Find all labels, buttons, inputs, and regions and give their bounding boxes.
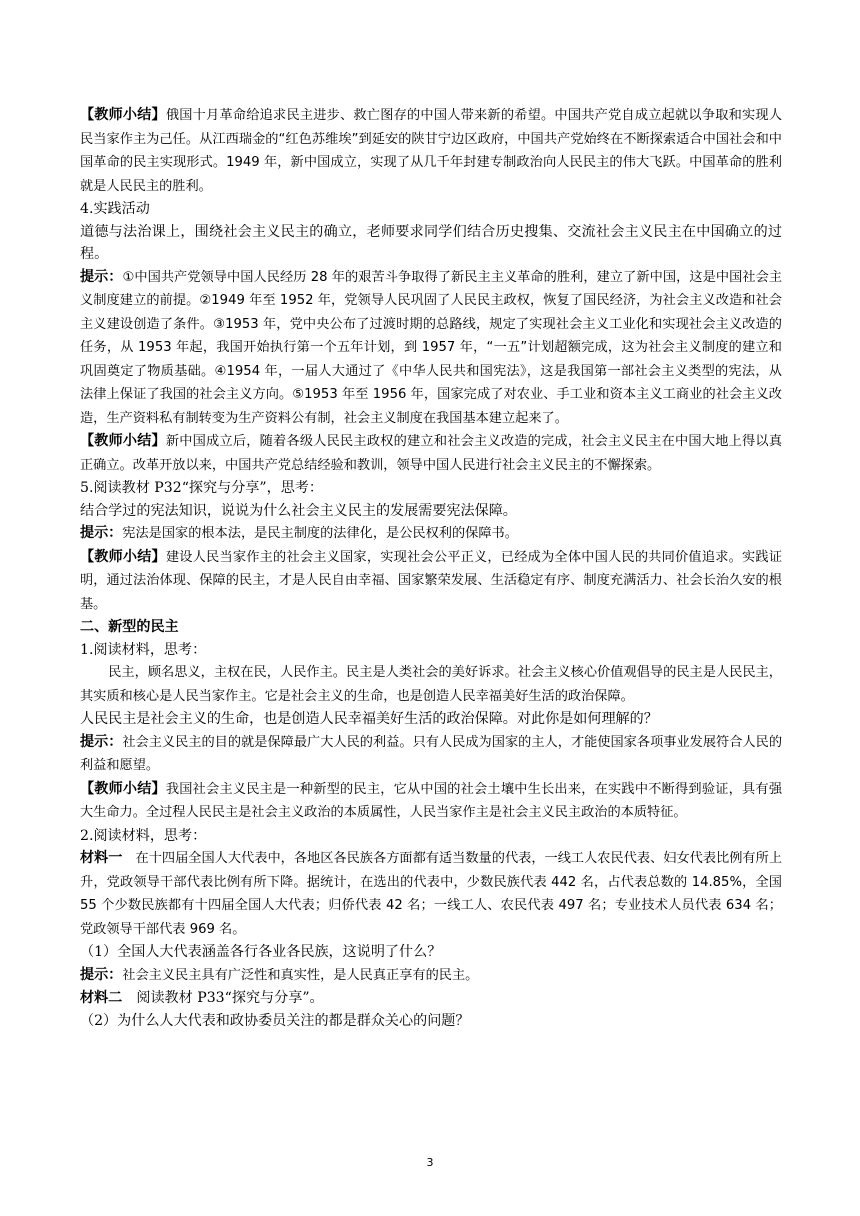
paragraph — [80, 522, 782, 546]
paragraph — [80, 661, 782, 708]
paragraph-lead: 二、新型的民主 — [80, 619, 179, 635]
paragraph-text: 2.阅读材料，思考： — [80, 827, 207, 844]
paragraph-lead: 【教师小结】 — [80, 107, 166, 123]
paragraph-lead: 提示： — [80, 966, 123, 983]
paragraph-text: 阅读教材 P33“探究与分享”。 — [122, 990, 324, 1006]
paragraph — [80, 964, 782, 988]
paragraph-lead: 材料一 — [80, 850, 123, 866]
paragraph — [80, 616, 782, 639]
paragraph-text: ①中国共产党领导中国人民经历 28 年的艰苦斗争取得了新民主主义革命的胜利，建立了新中国，这是中国社会主义制度建立的前提。②1949 年至 1952 年，党领导人民巩固了人民民主政权，恢复了国民经济，为社会主义改造和社会主义建设创造了条件。③1953 年，党中央公布了过渡时期的总路线，规定了实现社会主义工业化和实现社会主义改造的任务，从 1953 年起，我国开始执行第一个五年计划，到 1957 年，“一五”计划超额完成，这为社会主义制度的建立和巩固奠定了物质基础。④1954 年，一届人大通过了《中华人民共和国宪法》，这是我国第一部社会主义类型的宪法，从法律上保证了我国的社会主义方向。⑤1953 年至 1956 年，国家完成了对农业、手工业和资本主义工商业的社会主义改造，生产资料私有制转变为生产资料公有制，社会主义制度在我国基本建立起来了。 — [80, 269, 783, 426]
page-number: 3 — [426, 1156, 434, 1169]
paragraph — [80, 266, 782, 431]
paragraph — [80, 221, 782, 266]
paragraph — [80, 941, 782, 964]
paragraph-lead: 提示： — [80, 733, 123, 750]
paragraph-text: 新中国成立后，随着各级人民民主政权的建立和社会主义改造的完成，社会主义民主在中国大地上得以真正确立。改革开放以来，中国共产党总结经验和教训，领导中国人民进行社会主义民主的不懈探索。 — [80, 434, 783, 473]
paragraph-text: 结合学过的宪法知识，说说为什么社会主义民主的发展需要宪法保障。 — [80, 502, 517, 519]
paragraph-text: 在十四届全国人大代表中，各地区各民族各方面都有适当数量的代表，一线工人农民代表、妇女代表比例有所上升，党政领导干部代表比例有所下降。据统计，在选出的代表中，少数民族代表 442 名，占代表总数的 14.85%，全国 55 个少数民族都有十四届全国人大代表；归侨代表 42 名；一线工人、农民代表 497 名；专业技术人员代表 634 名；党政领导干部代表 969 名。 — [80, 851, 783, 937]
paragraph — [80, 825, 782, 848]
paragraph-text: 道德与法治课上，围绕社会主义民主的确立，老师要求同学们结合历史搜集、交流社会主义民主在中国确立的过程。 — [80, 223, 782, 262]
paragraph-lead: 【教师小结】 — [80, 780, 166, 797]
paragraph — [80, 731, 782, 778]
paragraph-lead: 提示： — [80, 268, 123, 285]
paragraph — [80, 477, 782, 500]
paragraph-text: 1.阅读材料，思考： — [80, 641, 207, 658]
paragraph-text: 民主，顾名思义，主权在民，人民作主。民主是人类社会的美好诉求。社会主义核心价值观倡导的民主是人民民主，其实质和核心是人民当家作主。它是社会主义的生命，也是创造人民幸福美好生活的政治保障。 — [80, 665, 782, 704]
paragraph — [80, 1010, 782, 1033]
paragraph — [80, 104, 782, 198]
document-page — [80, 104, 782, 1032]
paragraph — [80, 500, 782, 523]
paragraph-lead: 【教师小结】 — [80, 548, 166, 565]
paragraph — [80, 847, 782, 941]
paragraph — [80, 778, 782, 825]
paragraph — [80, 546, 782, 617]
paragraph-lead: 提示： — [80, 525, 123, 541]
paragraph-text: 俄国十月革命给追求民主进步、救亡图存的中国人带来新的希望。中国共产党自成立起就以争取和实现人民当家作主为己任。从江西瑞金的“红色苏维埃”到延安的陕甘宁边区政府，中国共产党始终在不断探索适合中国社会和中国革命的民主实现形式。1949 年，新中国成立，实现了从几千年封建专制政治向人民民主的伟大飞跃。中国革命的胜利就是人民民主的胜利。 — [80, 108, 783, 194]
paragraph-text: 人民民主是社会主义的生命，也是创造人民幸福美好生活的政治保障。对此你是如何理解的？ — [80, 711, 658, 727]
paragraph — [80, 987, 782, 1010]
paragraph — [80, 708, 782, 731]
paragraph-text: 5.阅读教材 P32“探究与分享”，思考： — [80, 480, 323, 496]
paragraph — [80, 198, 782, 221]
paragraph-text: 社会主义民主的目的就是保障最广大人民的利益。只有人民成为国家的主人，才能使国家各项事业发展符合人民的利益和愿望。 — [80, 734, 783, 773]
paragraph-text: （2）为什么人大代表和政协委员关注的都是群众关心的问题？ — [80, 1012, 470, 1029]
paragraph-text: 我国社会主义民主是一种新型的民主，它从中国的社会土壤中生长出来，在实践中不断得到验证，具有强大生命力。全过程人民民主是社会主义政治的本质属性，人民当家作主是社会主义民主政治的本质特征。 — [80, 781, 783, 820]
paragraph-text: （1）全国人大代表涵盖各行各业各民族，这说明了什么？ — [80, 944, 442, 960]
paragraph — [80, 430, 782, 477]
paragraph-lead: 材料二 — [80, 990, 123, 1006]
paragraph-text: 社会主义民主具有广泛性和真实性，是人民真正享有的民主。 — [122, 967, 479, 983]
paragraph-text: 宪法是国家的根本法，是民主制度的法律化，是公民权利的保障书。 — [122, 526, 518, 541]
paragraph-text: 建设人民当家作主的社会主义国家，实现社会公平正义，已经成为全体中国人民的共同价值追求。实践证明，通过法治体现、保障的民主，才是人民自由幸福、国家繁荣发展、生活稳定有序、制度充满活力、社会长治久安的根基。 — [80, 549, 783, 612]
paragraph — [80, 639, 782, 662]
paragraph-text: 4.实践活动 — [80, 201, 150, 217]
paragraph-lead: 【教师小结】 — [80, 433, 166, 449]
